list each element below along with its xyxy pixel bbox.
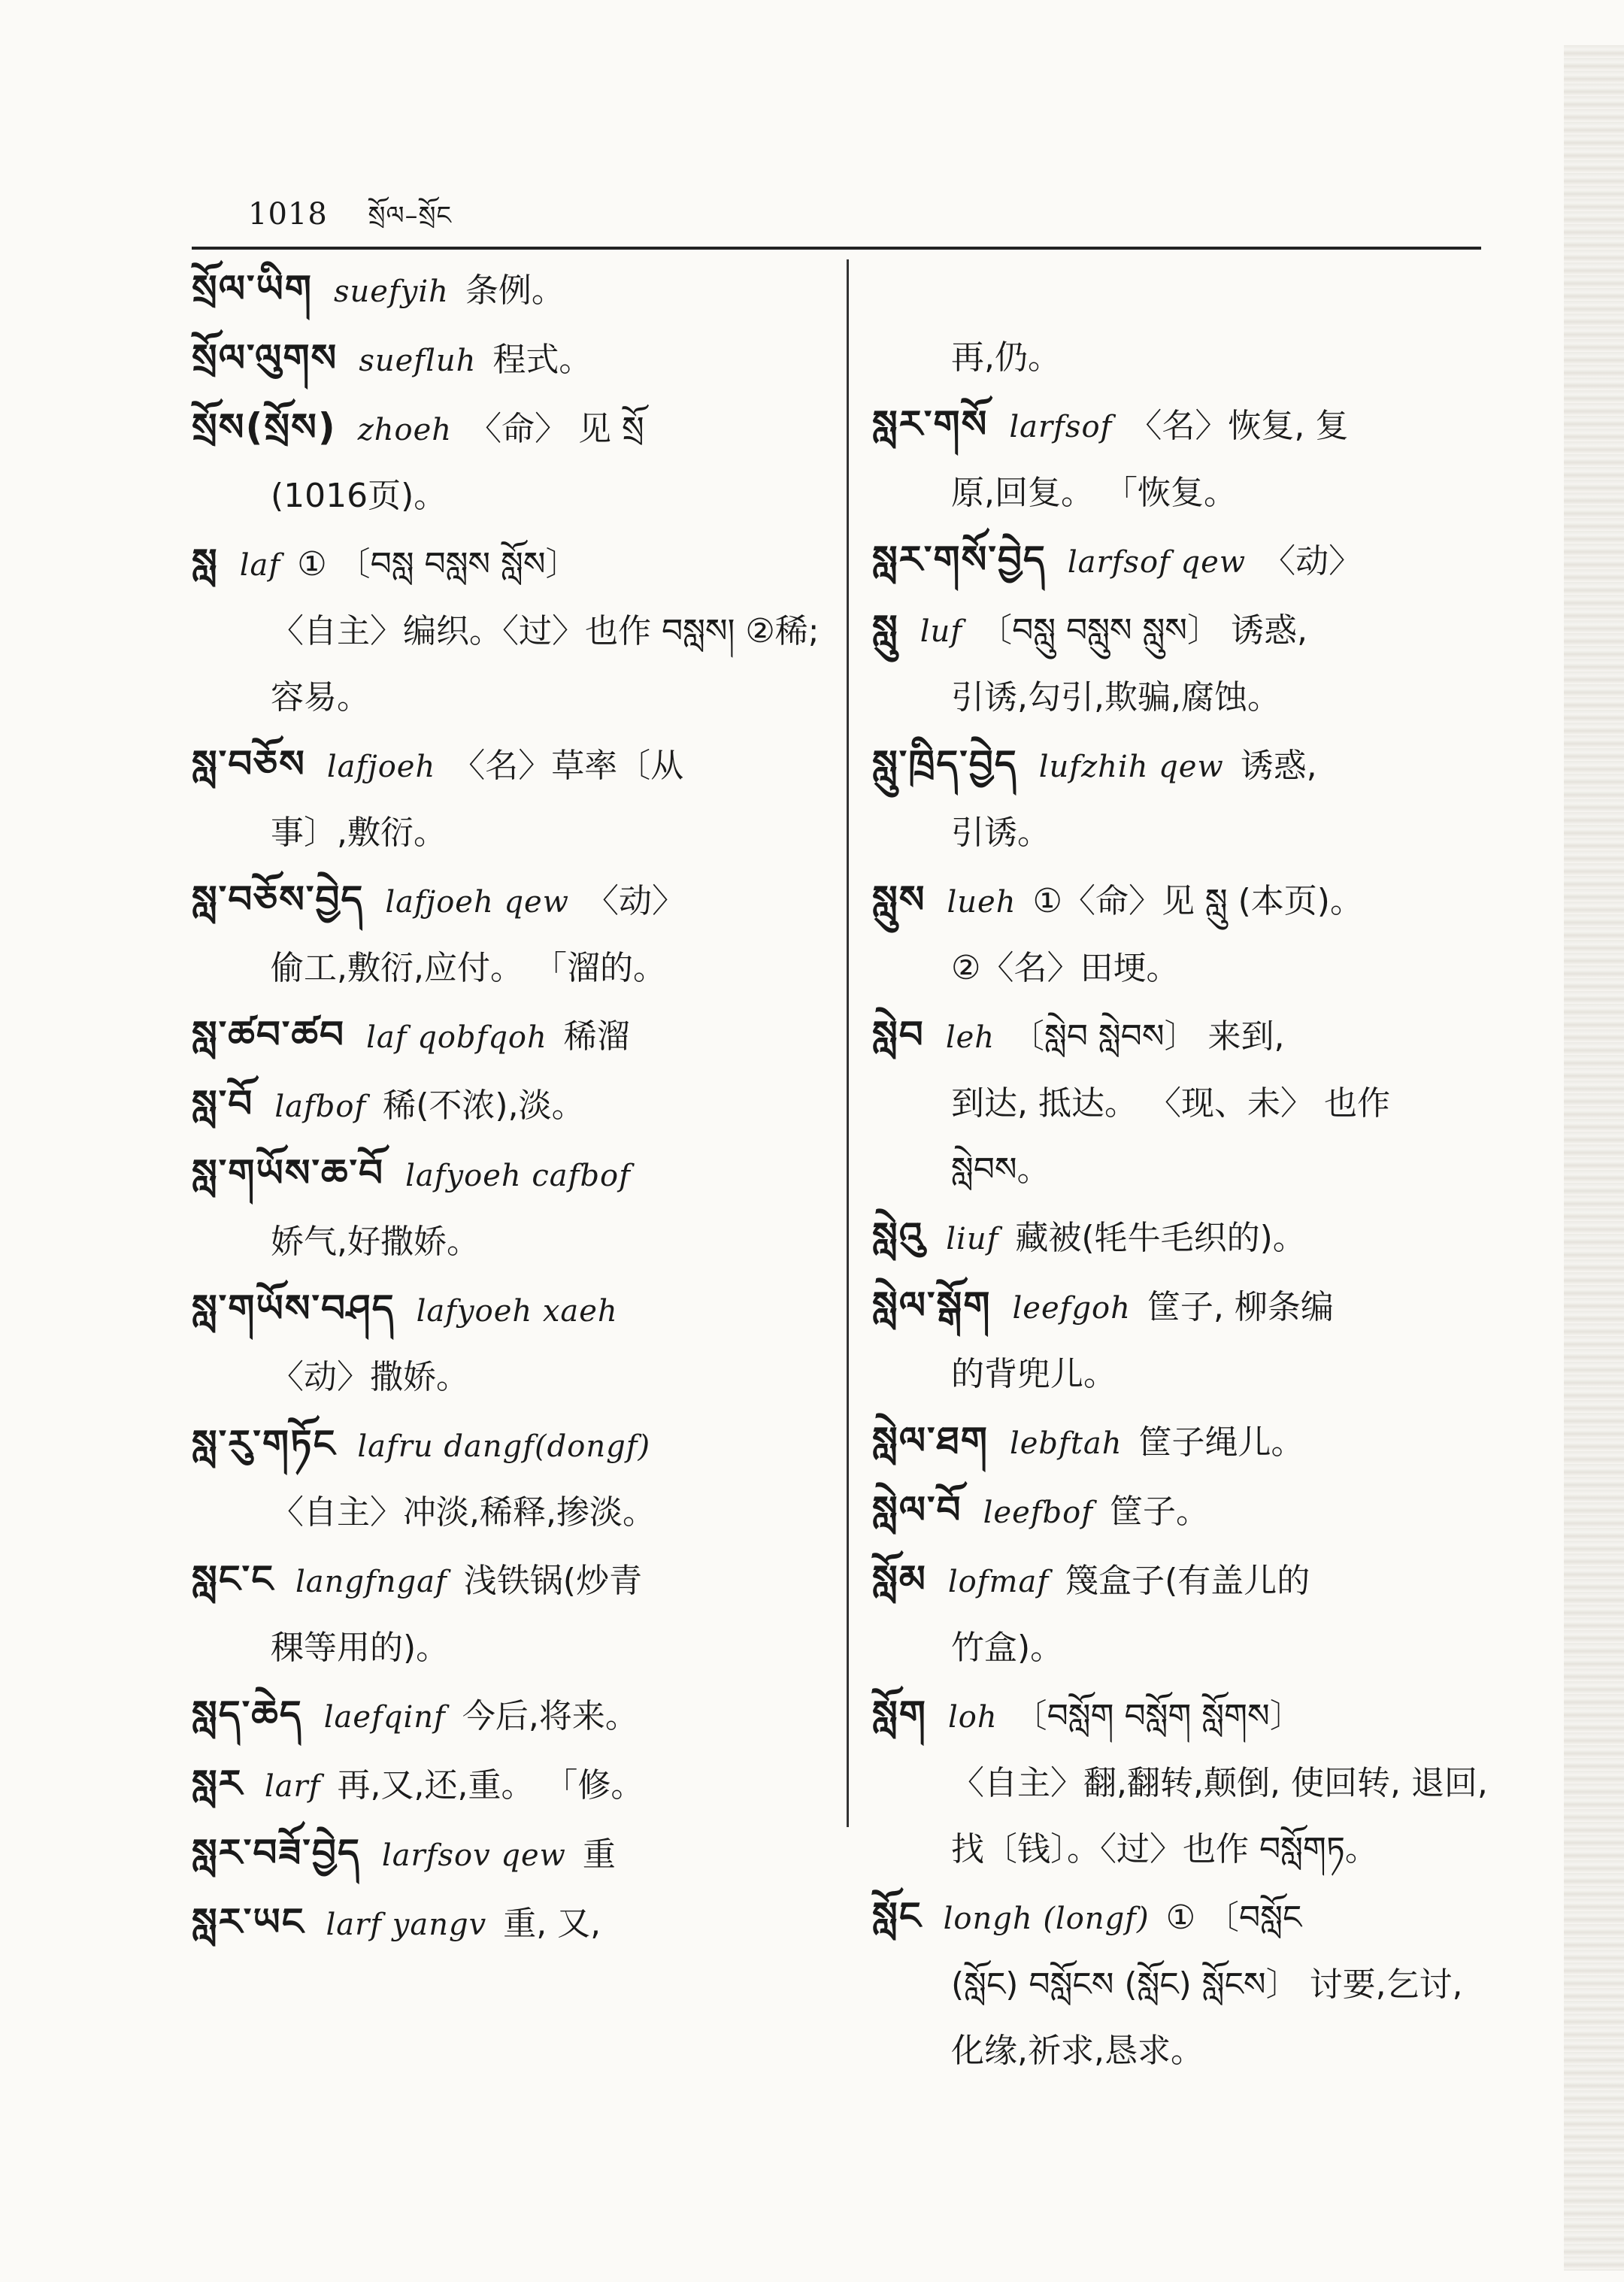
- left-column: [192, 256, 823, 1958]
- romanization: larfsof: [1009, 410, 1113, 444]
- definition-continuation: 偷工,敷衍,应付。 「溜的。: [271, 949, 666, 987]
- dictionary-entry: [872, 866, 1489, 1002]
- headword: སླུ་ཁྲིད་བྱེད: [872, 742, 1018, 786]
- definition-continuation: 引诱,勾引,欺骗,腐蚀。: [951, 678, 1280, 717]
- dictionary-entry: [192, 1275, 823, 1411]
- dictionary-entry: [872, 596, 1489, 731]
- dictionary-entry: [872, 1272, 1489, 1408]
- definition: ① 〔བསླ བསླས སློས〕: [297, 545, 579, 583]
- faint-stamp: [1248, 752, 1283, 795]
- headword: སླུ: [872, 607, 899, 650]
- headword: སླེབ: [872, 1013, 925, 1056]
- dictionary-entry: [192, 325, 823, 394]
- definition: ① 〔བསློང: [1165, 1899, 1302, 1937]
- romanization: lafbof: [274, 1089, 367, 1124]
- definition: 筐子。: [1110, 1493, 1210, 1531]
- headword: སྲོས(སྲོས): [192, 405, 337, 449]
- headword: སླ་རུ་གཏོང: [192, 1422, 337, 1465]
- running-head: སྲོལ–སྲོང: [368, 201, 453, 231]
- dictionary-entry: [192, 1681, 823, 1750]
- definition-continuation: 〈自主〉编织。〈过〉也作 བསླས། ②稀;容易。: [271, 612, 820, 717]
- definition-continuation: 〈自主〉冲淡,稀释,掺淡。: [271, 1493, 656, 1532]
- romanization: lafyoeh cafbof: [405, 1159, 631, 1193]
- definition: 〈动〉: [585, 882, 685, 920]
- dictionary-entry: [872, 1203, 1489, 1272]
- dictionary-entry: [872, 1477, 1489, 1546]
- headword: སླ་བཅོས་བྱེད: [192, 877, 365, 921]
- dictionary-entry: [872, 1408, 1489, 1477]
- definition-continuation: 再,仍。: [951, 338, 1061, 377]
- romanization: lufzhih qew: [1038, 750, 1224, 784]
- romanization: suefyih: [334, 274, 449, 309]
- definition-continuation: (སློང) བསློངས (སློང) སློངས〕 讨要,乞讨,化缘,祈求,恳求。: [951, 1965, 1463, 2070]
- romanization: langfngaf: [295, 1565, 447, 1599]
- header-rule: [192, 247, 1481, 250]
- definition: 藏被(牦牛毛织的)。: [1015, 1219, 1306, 1257]
- headword: སླ་བཅོས: [192, 742, 306, 786]
- headword: སླང་ང: [192, 1557, 274, 1601]
- romanization: lueh: [947, 885, 1017, 920]
- definition: 〔བསླུ བསླུས སླུས〕 诱惑,: [979, 611, 1307, 650]
- romanization: laefqinf: [323, 1700, 446, 1735]
- dictionary-entry: [192, 1411, 823, 1546]
- romanization: laf qobfqoh: [366, 1020, 547, 1055]
- romanization: lofmaf: [947, 1565, 1050, 1599]
- dictionary-entry: [192, 866, 823, 1002]
- right-column: [872, 256, 1489, 2084]
- definition: ①〈命〉见 སླུ (本页)。: [1032, 882, 1363, 920]
- headword: སླར་གསོ: [872, 402, 989, 446]
- headword: སློམ: [872, 1557, 927, 1601]
- dictionary-entry: [192, 1140, 823, 1275]
- definition: 筐子, 柳条编: [1147, 1288, 1334, 1326]
- dictionary-entry: [872, 256, 1489, 391]
- dictionary-entry: [192, 1002, 823, 1071]
- romanization: larf yangv: [326, 1908, 487, 1942]
- definition-continuation: ②〈名〉田埂。: [951, 949, 1180, 987]
- headword: སླེའུ: [872, 1214, 926, 1258]
- page-number: 1018: [248, 197, 328, 232]
- headword: སླེལ་བོ: [872, 1488, 962, 1532]
- romanization: lafyoeh xaeh: [416, 1294, 618, 1329]
- definition: 再,又,还,重。 「修。: [337, 1766, 644, 1805]
- headword: སླ་ཚབ་ཚབ: [192, 1013, 346, 1056]
- definition: 程式。: [492, 341, 592, 379]
- headword: སླར་བཟོ་བྱེད: [192, 1831, 361, 1874]
- headword: སྲོལ་ལུགས: [192, 336, 338, 380]
- definition-continuation: 事〕,敷衍。: [271, 814, 447, 852]
- definition: 重: [582, 1835, 616, 1874]
- column-divider: [847, 259, 849, 1827]
- definition: 条例。: [465, 271, 565, 310]
- romanization: larfsov qew: [381, 1838, 566, 1873]
- scan-edge: [1564, 45, 1624, 2271]
- romanization: larfsof qew: [1067, 545, 1247, 580]
- definition-continuation: 的背兜儿。: [951, 1355, 1116, 1393]
- romanization: zhoeh: [357, 413, 453, 447]
- romanization: leh: [945, 1020, 995, 1055]
- dictionary-entry: [192, 1889, 823, 1958]
- definition: 诱惑,: [1240, 747, 1317, 785]
- dictionary-entry: [192, 1546, 823, 1681]
- definition: 〈名〉恢复, 复: [1129, 407, 1349, 445]
- definition: 〔བསློག བསློག སློགས〕: [1013, 1697, 1303, 1735]
- headword: སླ་བོ: [192, 1082, 254, 1126]
- definition-continuation: 〈动〉撒娇。: [271, 1358, 469, 1396]
- definition-continuation: (1016页)。: [271, 477, 447, 515]
- headword: སླེལ་སྒོག: [872, 1283, 992, 1327]
- definition: 稀(不浓),淡。: [383, 1086, 585, 1125]
- dictionary-entry: [872, 1883, 1489, 2084]
- romanization: suefluh: [359, 344, 477, 378]
- definition: 筐子绳儿。: [1138, 1423, 1304, 1462]
- headword: སློག: [872, 1693, 927, 1736]
- dictionary-entry: [872, 1681, 1489, 1883]
- definition-continuation: 竹盒)。: [951, 1629, 1064, 1667]
- definition-continuation: 引诱。: [951, 814, 1050, 852]
- definition: 〈名〉草率〔从: [452, 747, 684, 785]
- definition: 篾盒子(有盖儿的: [1065, 1562, 1310, 1600]
- definition: 今后,将来。: [462, 1697, 638, 1735]
- definition: 〈动〉: [1262, 542, 1362, 580]
- romanization: liuf: [946, 1222, 999, 1256]
- dictionary-entry: [872, 731, 1489, 866]
- romanization: lafjoeh: [326, 750, 436, 784]
- dictionary-entry: [872, 526, 1489, 596]
- romanization: loh: [947, 1700, 998, 1735]
- romanization: lebftah: [1009, 1426, 1123, 1461]
- dictionary-entry: [192, 1750, 823, 1820]
- dictionary-entry: [872, 1002, 1489, 1203]
- definition: 浅铁锅(炒青: [463, 1562, 642, 1600]
- headword: སླེལ་ཐག: [872, 1419, 989, 1462]
- romanization: lafjoeh qew: [385, 885, 569, 920]
- romanization: leefbof: [983, 1496, 1094, 1530]
- dictionary-entry: [192, 731, 823, 866]
- headword: སླར་ཡང: [192, 1900, 305, 1944]
- definition-continuation: 稞等用的)。: [271, 1629, 450, 1667]
- definition-continuation: 到达, 抵达。 〈现、未〉 也作 སླེབས。: [951, 1084, 1390, 1189]
- page-header: [248, 186, 452, 239]
- definition: 〔སླེབ སླེབས〕 来到,: [1011, 1017, 1285, 1056]
- headword: སླ་གཡོས་བཤད: [192, 1286, 395, 1330]
- dictionary-entry: [192, 529, 823, 731]
- headword: སླ་གཡོས་ཆ་བོ: [192, 1151, 385, 1195]
- headword: སྲོལ་ཡིག: [192, 267, 313, 311]
- romanization: larf: [264, 1769, 321, 1804]
- definition: 稀溜: [563, 1017, 630, 1056]
- headword: སླར་གསོ་བྱེད: [872, 538, 1047, 581]
- romanization: longh (longf): [943, 1902, 1150, 1936]
- headword: སློང: [872, 1894, 923, 1938]
- headword: སླ: [192, 541, 219, 584]
- definition: 〈命〉 见 སྲོ: [468, 410, 644, 448]
- romanization: leefgoh: [1012, 1291, 1131, 1326]
- definition: 重, 又,: [503, 1905, 601, 1943]
- headword: སླད་ཆེད: [192, 1693, 303, 1736]
- headword: སླར: [192, 1762, 244, 1805]
- dictionary-entry: [192, 394, 823, 529]
- romanization: laf: [239, 548, 281, 583]
- definition-continuation: 娇气,好撒娇。: [271, 1223, 480, 1261]
- definition-continuation: 原,回复。 「恢复。: [951, 474, 1237, 512]
- romanization: luf: [920, 614, 963, 649]
- dictionary-entry: [192, 1820, 823, 1889]
- romanization: lafru dangf(dongf): [357, 1429, 651, 1464]
- definition-continuation: 〈自主〉翻,翻转,颠倒, 使回转, 退回,找〔钱〕。〈过〉也作 བསློགཏ。: [951, 1764, 1488, 1868]
- dictionary-entry: [872, 391, 1489, 526]
- dictionary-entry: [192, 256, 823, 325]
- dictionary-entry: [872, 1546, 1489, 1681]
- dictionary-entry: [192, 1071, 823, 1140]
- headword: སླུས: [872, 877, 926, 921]
